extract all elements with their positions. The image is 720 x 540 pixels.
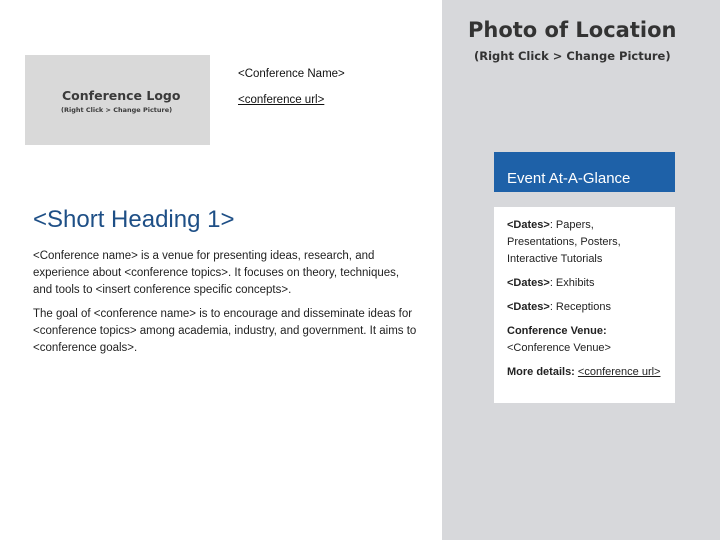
glance-item-tutorials xyxy=(507,217,663,268)
venue-value: <Conference Venue> xyxy=(507,342,611,354)
venue-label: Conference Venue: xyxy=(507,325,607,337)
glance-body xyxy=(494,207,675,403)
details-link[interactable]: <conference url> xyxy=(577,366,661,378)
conference-url-link[interactable]: <conference url> xyxy=(238,94,325,106)
goal-paragraph: The goal of <conference name> is to encourage and disseminate ideas for <conference topics> among academia, industry, and government. It aims to <conference goals>. xyxy=(33,308,417,354)
glance-dates: <Dates> xyxy=(507,219,550,231)
logo-title: Conference Logo xyxy=(62,88,181,103)
conference-name: <Conference Name> xyxy=(238,68,345,80)
intro-paragraph: <Conference name> is a venue for presenting ideas, research, and experience about <conference topics>. It focuses on theory, techniques, and tools to <insert conference specific concepts>. xyxy=(33,250,400,296)
glance-item-text: : Receptions xyxy=(549,301,611,313)
short-heading: <Short Heading 1> xyxy=(33,206,235,233)
photo-title: Photo of Location xyxy=(468,18,677,42)
details-label: More details: xyxy=(507,366,575,378)
logo-subtitle: (Right Click > Change Picture) xyxy=(61,106,173,114)
glance-item-exhibits xyxy=(507,275,663,292)
glance-dates: <Dates> xyxy=(507,277,550,289)
photo-subtitle: (Right Click > Change Picture) xyxy=(474,49,671,63)
glance-dates: <Dates> xyxy=(507,301,550,313)
glance-venue xyxy=(507,323,663,357)
glance-item-text: : Papers, Presentations, Posters, Interactive Tutorials xyxy=(507,219,621,265)
glance-item-receptions xyxy=(507,299,663,316)
glance-item-text: : Exhibits xyxy=(549,277,595,289)
glance-header: Event At-A-Glance xyxy=(494,152,675,192)
conference-logo-placeholder[interactable] xyxy=(25,55,210,145)
glance-details xyxy=(507,364,663,381)
